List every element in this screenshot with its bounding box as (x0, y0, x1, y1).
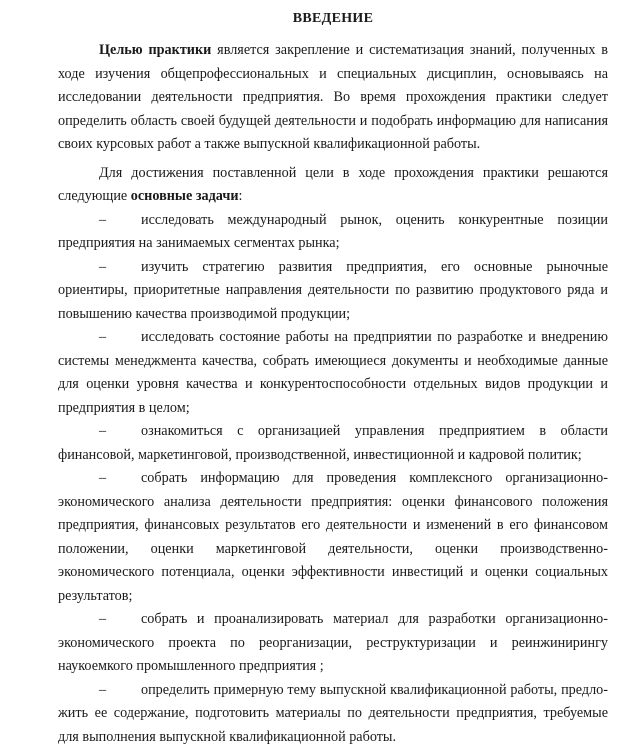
task-list (58, 209, 608, 749)
list-item-text: исследовать состояние работы на предприятии по разработке и внедрению системы менеджмента качества, собрать имеющиеся документы и необходимые данные для оценки уровня качества и конкурентоспособности отдельных видов продукции и предприятия в целом; (58, 329, 608, 416)
dash-marker: – (99, 679, 141, 703)
document-page (58, 0, 608, 749)
page-title: ВВЕДЕНИЕ (58, 10, 608, 28)
list-item (58, 467, 608, 608)
list-item-text: ознакомиться с организацией управления предприятием в области финансовой, маркетинговой, производственной, инвестиционной и кадровой политик; (58, 423, 608, 463)
dash-marker: – (99, 420, 141, 444)
dash-marker: – (99, 209, 141, 233)
list-item-text: исследовать международный рынок, оценить конкурентные позиции предприятия на занимаемых сегментах рынка; (58, 212, 608, 252)
list-item-text: собрать и проанализировать материал для разработки организационно-экономического проекта по реорганизации, реструктуризации и реинжинирингу наукоемкого промышленного предприятия ; (58, 611, 608, 674)
list-item-text: определить примерную тему выпускной квалификационной работы, предложить ее содержание, подготовить материалы по деятельности предприятия, требуемые для выполнения выпускной квалификационной работы. (58, 682, 608, 745)
list-item (58, 326, 608, 420)
list-item (58, 209, 608, 256)
list-item-text: собрать информацию для проведения комплексного организационно-экономического анализа деятельности предприятия: оценки финансового положения предприятия, финансовых результатов его деятельности и изменений в его финансовом положении, оценки маркетинговой деятельности, оценки производственно-экономического потенциала, оценки эффективности инвестиций и оценки социальных результатов; (58, 470, 608, 604)
intro-bold-lead: Целью практики (99, 42, 211, 58)
tasks-intro-colon: : (239, 188, 243, 204)
list-item (58, 256, 608, 327)
list-item (58, 679, 608, 749)
list-item (58, 420, 608, 467)
intro-text: является закрепление и систематизация знаний, полученных в ходе изучения общепрофессиональных и специальных дисциплин, основываясь на исследовании деятельности предприятия. Во время прохождения практики следует определить область своей будущей деятельности и подобрать информацию для написания своих курсовых работ а также выпускной квалификационной работы. (58, 42, 608, 152)
list-item (58, 608, 608, 679)
tasks-intro-text: Для достижения поставленной цели в ходе прохождения практики решаются следующие (58, 165, 608, 205)
dash-marker: – (99, 256, 141, 280)
dash-marker: – (99, 326, 141, 350)
tasks-intro-bold: основные задачи (131, 188, 239, 204)
dash-marker: – (99, 467, 141, 491)
intro-paragraph (58, 39, 608, 157)
tasks-intro-paragraph (58, 162, 608, 209)
list-item-text: изучить стратегию развития предприятия, его основные рыночные ориентиры, приоритетные направления деятельности по развитию продуктового ряда и повышению качества производимой продукции; (58, 259, 608, 322)
dash-marker: – (99, 608, 141, 632)
